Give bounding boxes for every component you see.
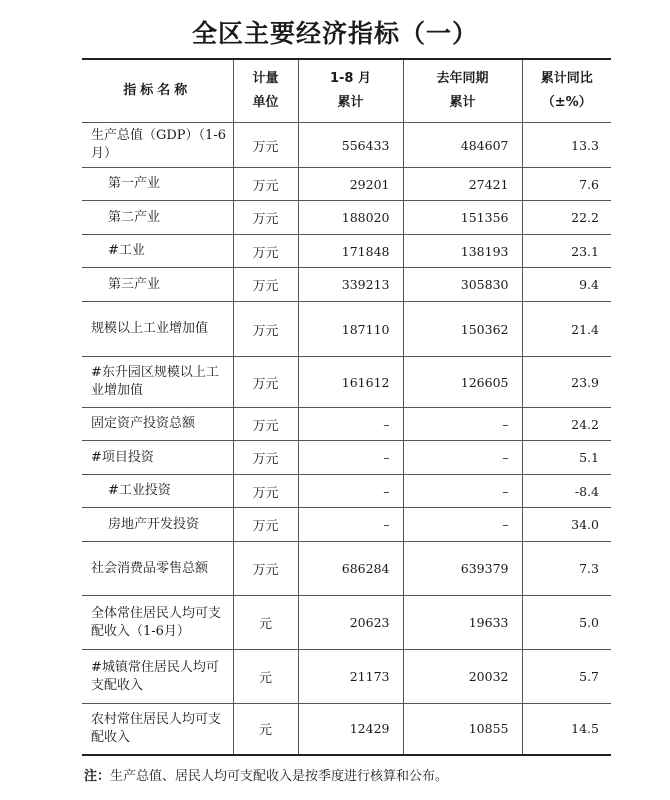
current-value: 20623 xyxy=(298,596,403,650)
last-year-value: 484607 xyxy=(403,123,522,168)
table-row xyxy=(82,704,611,755)
header-last-year-cumulative: 去年同期 累计 xyxy=(403,59,522,123)
unit-cell: 元 xyxy=(233,650,298,704)
yoy-value: 7.6 xyxy=(522,168,611,201)
yoy-value: 22.2 xyxy=(522,201,611,235)
header-indicator-name: 指标名称 xyxy=(82,59,233,123)
table-row xyxy=(82,168,611,201)
yoy-value: 5.1 xyxy=(522,441,611,475)
page-title: 全区主要经济指标（一） xyxy=(191,19,478,48)
last-year-value: 138193 xyxy=(403,235,522,268)
last-year-value: 20032 xyxy=(403,650,522,704)
table-row xyxy=(82,542,611,596)
table-row xyxy=(82,441,611,475)
indicator-name: 房地产开发投资 xyxy=(82,508,233,542)
table-row xyxy=(82,650,611,704)
unit-cell: 元 xyxy=(233,596,298,650)
table-row xyxy=(82,475,611,508)
indicator-name: 固定资产投资总额 xyxy=(82,408,233,441)
unit-cell: 万元 xyxy=(233,268,298,302)
indicator-name: 规模以上工业增加值 xyxy=(82,302,233,357)
current-value: 686284 xyxy=(298,542,403,596)
table-row xyxy=(82,508,611,542)
current-value: – xyxy=(298,475,403,508)
current-value: – xyxy=(298,408,403,441)
last-year-value: 19633 xyxy=(403,596,522,650)
indicator-name: 第三产业 xyxy=(82,268,233,302)
unit-cell: 万元 xyxy=(233,508,298,542)
table-row xyxy=(82,408,611,441)
current-value: 12429 xyxy=(298,704,403,755)
current-value: 188020 xyxy=(298,201,403,235)
yoy-value: 7.3 xyxy=(522,542,611,596)
yoy-value: 23.1 xyxy=(522,235,611,268)
footnote xyxy=(84,765,448,784)
yoy-value: -8.4 xyxy=(522,475,611,508)
last-year-value: – xyxy=(403,508,522,542)
current-value: 21173 xyxy=(298,650,403,704)
indicator-name: #城镇常住居民人均可支配收入 xyxy=(82,650,233,704)
last-year-value: – xyxy=(403,408,522,441)
last-year-value: – xyxy=(403,475,522,508)
table-row xyxy=(82,268,611,302)
unit-cell: 元 xyxy=(233,704,298,755)
current-value: 171848 xyxy=(298,235,403,268)
table-row xyxy=(82,235,611,268)
indicator-name: #工业 xyxy=(82,235,233,268)
indicator-name: 农村常住居民人均可支配收入 xyxy=(82,704,233,755)
current-value: – xyxy=(298,508,403,542)
indicator-name: 第一产业 xyxy=(82,168,233,201)
yoy-value: 24.2 xyxy=(522,408,611,441)
indicator-name: #工业投资 xyxy=(82,475,233,508)
unit-cell: 万元 xyxy=(233,475,298,508)
yoy-value: 34.0 xyxy=(522,508,611,542)
table-row xyxy=(82,596,611,650)
indicator-name: #项目投资 xyxy=(82,441,233,475)
yoy-value: 5.0 xyxy=(522,596,611,650)
current-value: 339213 xyxy=(298,268,403,302)
last-year-value: 10855 xyxy=(403,704,522,755)
header-unit: 计量 单位 xyxy=(233,59,298,123)
indicator-name: #东升园区规模以上工业增加值 xyxy=(82,357,233,408)
current-value: 161612 xyxy=(298,357,403,408)
footnote-label: 注： xyxy=(84,769,111,784)
yoy-value: 23.9 xyxy=(522,357,611,408)
indicator-name: 社会消费品零售总额 xyxy=(82,542,233,596)
indicator-name: 第二产业 xyxy=(82,201,233,235)
yoy-value: 21.4 xyxy=(522,302,611,357)
unit-cell: 万元 xyxy=(233,542,298,596)
unit-cell: 万元 xyxy=(233,357,298,408)
header-current-cumulative: 1-8 月 累计 xyxy=(298,59,403,123)
last-year-value: 639379 xyxy=(403,542,522,596)
unit-cell: 万元 xyxy=(233,123,298,168)
header-yoy-change: 累计同比 （±%） xyxy=(522,59,611,123)
unit-cell: 万元 xyxy=(233,408,298,441)
table-header-row xyxy=(82,59,611,123)
yoy-value: 9.4 xyxy=(522,268,611,302)
table-row xyxy=(82,357,611,408)
unit-cell: 万元 xyxy=(233,168,298,201)
last-year-value: – xyxy=(403,441,522,475)
unit-cell: 万元 xyxy=(233,441,298,475)
last-year-value: 150362 xyxy=(403,302,522,357)
table-row xyxy=(82,302,611,357)
last-year-value: 305830 xyxy=(403,268,522,302)
current-value: 29201 xyxy=(298,168,403,201)
current-value: 187110 xyxy=(298,302,403,357)
unit-cell: 万元 xyxy=(233,201,298,235)
indicator-name: 全体常住居民人均可支配收入（1-6月） xyxy=(82,596,233,650)
unit-cell: 万元 xyxy=(233,235,298,268)
yoy-value: 14.5 xyxy=(522,704,611,755)
indicator-name: 生产总值（GDP）（1-6月） xyxy=(82,123,233,168)
last-year-value: 126605 xyxy=(403,357,522,408)
yoy-value: 5.7 xyxy=(522,650,611,704)
last-year-value: 151356 xyxy=(403,201,522,235)
yoy-value: 13.3 xyxy=(522,123,611,168)
last-year-value: 27421 xyxy=(403,168,522,201)
current-value: 556433 xyxy=(298,123,403,168)
economic-indicators-table xyxy=(82,58,611,756)
current-value: – xyxy=(298,441,403,475)
table-row xyxy=(82,123,611,168)
unit-cell: 万元 xyxy=(233,302,298,357)
footnote-text: 生产总值、居民人均可支配收入是按季度进行核算和公布。 xyxy=(110,769,449,784)
table-row xyxy=(82,201,611,235)
